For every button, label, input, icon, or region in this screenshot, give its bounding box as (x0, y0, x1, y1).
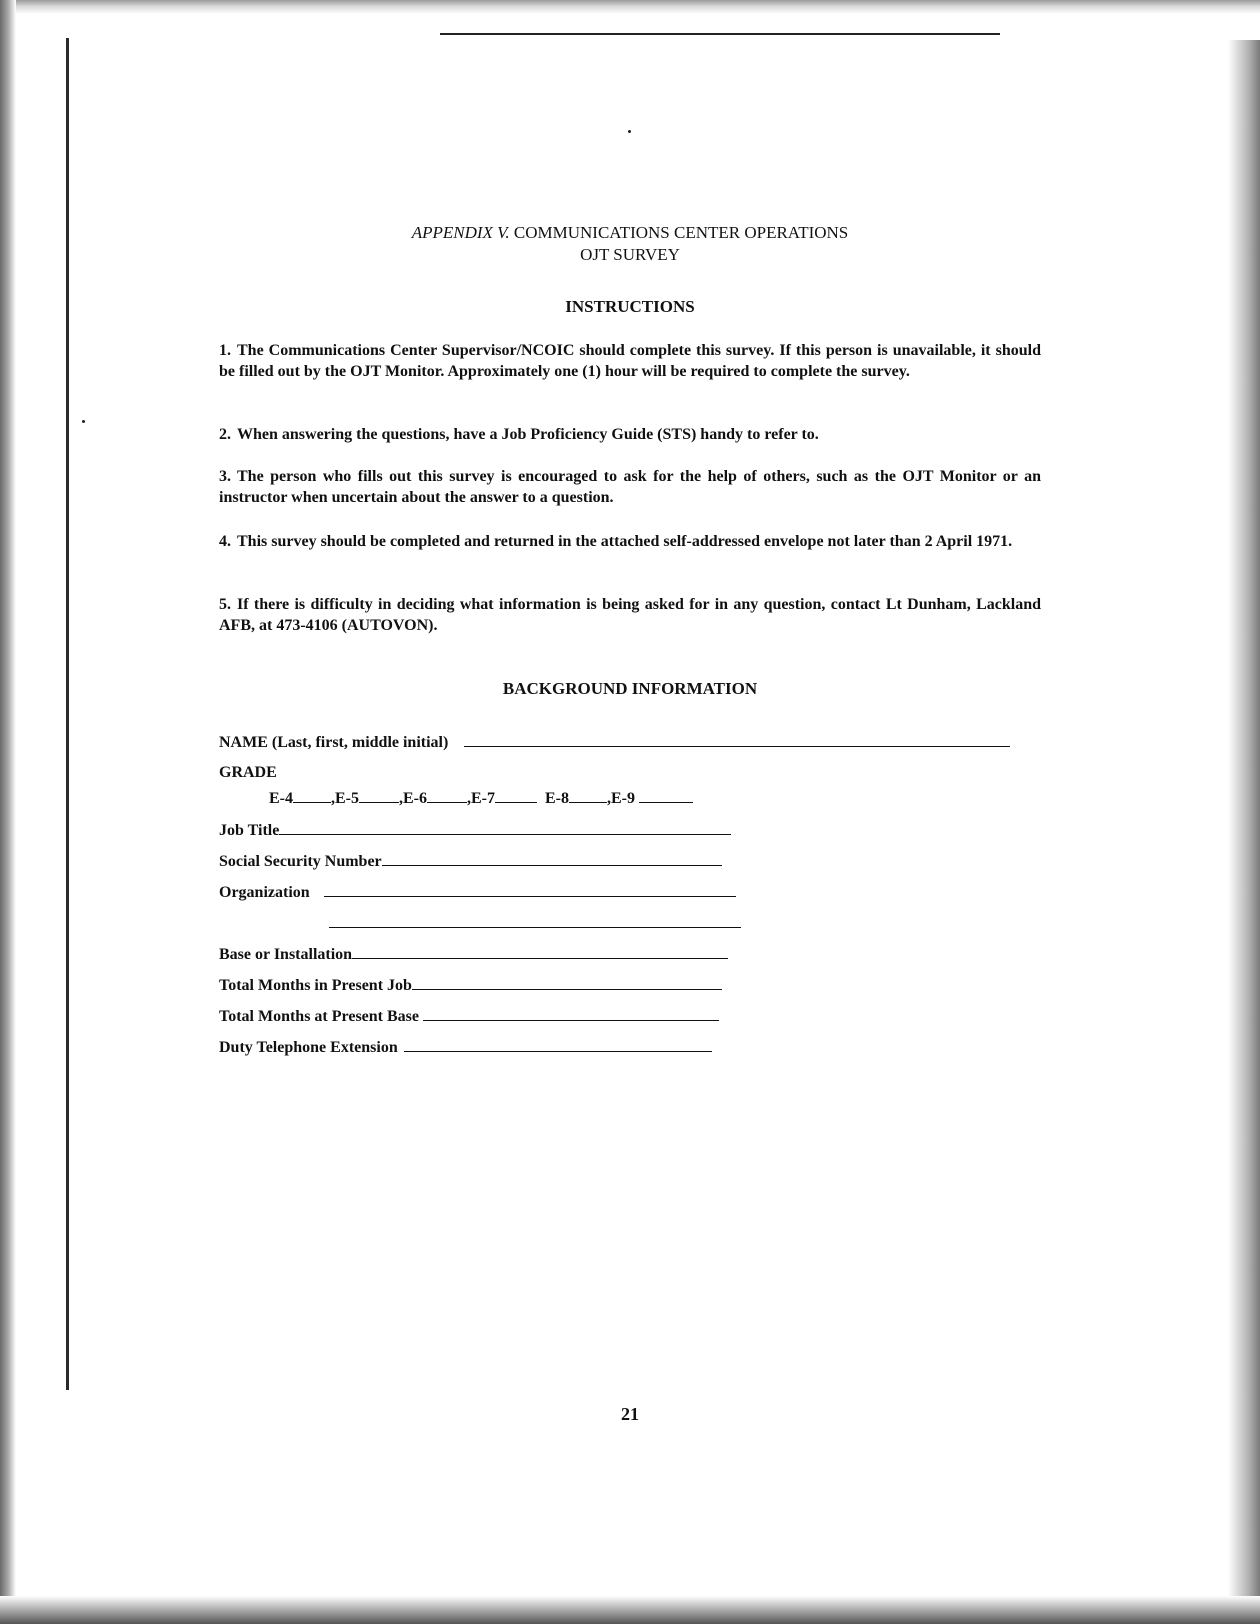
instruction-item-1 (219, 340, 1041, 382)
organization-row (219, 880, 736, 902)
base-field[interactable] (352, 942, 728, 959)
appendix-label: APPENDIX V. (411, 223, 510, 242)
ssn-field[interactable] (382, 849, 722, 866)
name-label: NAME (Last, first, middle initial) (219, 734, 449, 751)
months-job-field[interactable] (412, 973, 722, 990)
instruction-text: This survey should be completed and returned in the attached self-addressed envelope not later than 2 April 1971. (237, 533, 1013, 550)
job-title-row (219, 818, 731, 840)
instruction-number: 3. (219, 468, 231, 485)
months-job-row (219, 973, 722, 995)
months-base-label: Total Months at Present Base (219, 1008, 419, 1025)
instruction-item-5 (219, 594, 1041, 636)
title-text: COMMUNICATIONS CENTER OPERATIONS (513, 223, 849, 242)
months-base-row (219, 1004, 719, 1026)
instruction-text: The Communications Center Supervisor/NCOIC should complete this survey. If this person is unavailable, it should be filled out by the OJT Monitor. Approximately one (1) hour will be required to complete the survey. (219, 342, 1041, 380)
organization-row-2 (329, 911, 741, 933)
scan-top-edge (0, 0, 1260, 14)
background-heading: BACKGROUND INFORMATION (502, 679, 758, 698)
organization-label: Organization (219, 884, 310, 901)
instruction-item-3 (219, 466, 1041, 508)
instruction-text: The person who fills out this survey is encouraged to ask for the help of others, such as the OJT Monitor or an instructor when uncertain about the answer to a question. (219, 468, 1041, 506)
phone-row (219, 1035, 712, 1057)
name-row (219, 730, 1010, 752)
grade-option-e8: E-8 (545, 786, 607, 810)
grade-options (269, 786, 693, 810)
organization-field[interactable] (324, 880, 736, 897)
grade-option-e9: ,E-9 (607, 786, 693, 810)
instruction-number: 1. (219, 342, 231, 359)
scan-speck (628, 130, 631, 133)
scan-speck (82, 420, 85, 423)
grade-label: GRADE (219, 764, 277, 781)
title-line-1 (0, 222, 1260, 243)
grade-e8-field[interactable] (569, 786, 607, 803)
grade-option-e4: E-4 (269, 786, 331, 810)
months-job-label: Total Months in Present Job (219, 977, 412, 994)
instruction-item-4 (219, 531, 1041, 552)
instruction-number: 5. (219, 596, 231, 613)
job-title-label: Job Title (219, 822, 280, 839)
grade-e6-field[interactable] (427, 786, 467, 803)
name-field[interactable] (464, 730, 1010, 747)
title-line-2: OJT SURVEY (580, 245, 680, 264)
base-row (219, 942, 728, 964)
phone-label: Duty Telephone Extension (219, 1039, 398, 1056)
instructions-heading: INSTRUCTIONS (565, 297, 695, 316)
grade-option-e6: ,E-6 (399, 786, 467, 810)
page-number: 21 (621, 1404, 639, 1424)
grade-option-e5: ,E-5 (331, 786, 399, 810)
organization-field-line-2[interactable] (329, 911, 741, 928)
scan-top-line (440, 33, 1000, 35)
grade-option-e7: ,E-7 (467, 786, 545, 810)
months-base-field[interactable] (423, 1004, 719, 1021)
instruction-text: If there is difficulty in deciding what information is being asked for in any question, contact Lt Dunham, Lackland AFB, at 473-4106 (AUTOVON). (219, 596, 1041, 634)
scan-bottom-edge (0, 1596, 1260, 1624)
grade-e7-field[interactable] (495, 786, 537, 803)
scan-right-edge (1228, 40, 1260, 1610)
phone-field[interactable] (404, 1035, 712, 1052)
ssn-row (219, 849, 722, 871)
job-title-field[interactable] (279, 818, 731, 835)
instruction-item-2 (219, 424, 1041, 445)
ssn-label: Social Security Number (219, 853, 382, 870)
grade-e9-field[interactable] (639, 786, 693, 803)
grade-e4-field[interactable] (293, 786, 331, 803)
instruction-text: When answering the questions, have a Job Proficiency Guide (STS) handy to refer to. (237, 426, 819, 443)
base-label: Base or Installation (219, 946, 353, 963)
instruction-number: 2. (219, 426, 231, 443)
instruction-number: 4. (219, 533, 231, 550)
grade-e5-field[interactable] (359, 786, 399, 803)
